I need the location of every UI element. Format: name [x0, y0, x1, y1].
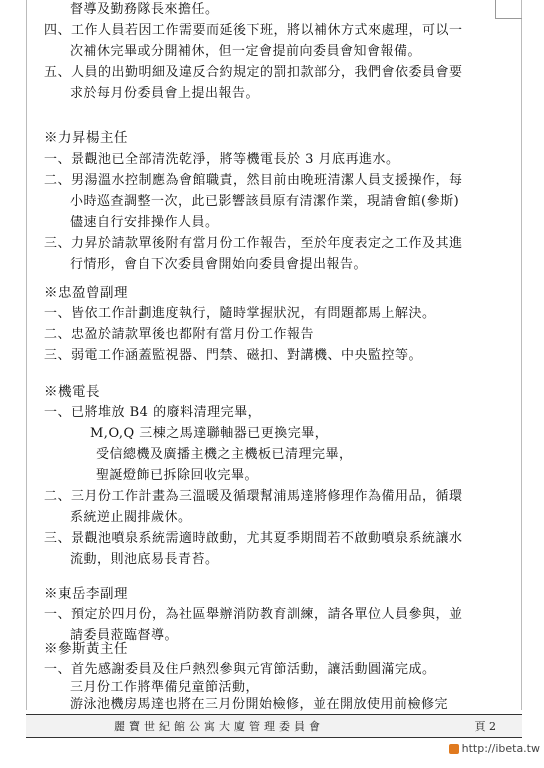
section-heading: ※參斯黃主任: [44, 641, 128, 657]
text-line: 二、忠盈於請款單後也都附有當月份工作報告: [44, 327, 315, 342]
text-line: 三、力昇於請款單後附有當月份工作報告，至於年度表定之工作及其進: [44, 236, 463, 251]
text-line: 聖誕燈飾已拆除回收完畢。: [96, 468, 259, 483]
text-line: 四、工作人員若因工作需要而延後下班，將以補休方式來處理，可以一: [44, 23, 463, 38]
footer-title: 麗寶世紀館公寓大廈管理委員會: [114, 720, 324, 733]
text-line: 次補休完畢或分開補休，但一定會提前向委員會知會報備。: [70, 44, 422, 59]
text-line: 五、人員的出勤明細及違反合約規定的罰扣款部分，我們會依委員會要: [44, 65, 463, 80]
text-line: 三月份工作將準備兒童節活動，: [70, 680, 260, 695]
watermark-text: http://ibeta.tw: [461, 742, 540, 755]
text-line: 受信總機及廣播主機之主機板已清理完畢，: [96, 447, 353, 462]
section-heading: ※機電長: [44, 384, 100, 400]
page-footer: [26, 714, 522, 738]
text-line: 三、景觀池噴泉系統需適時啟動，尤其夏季期間若不啟動噴泉系統讓水: [44, 531, 463, 546]
text-line: 行情形，會自下次委員會開始向委員會提出報告。: [70, 257, 368, 272]
page-corner: [495, 0, 522, 19]
text-line: 一、預定於四月份，為社區舉辦消防教育訓練，請各單位人員參與，並: [44, 607, 463, 622]
text-line: 請委員蒞臨督導。: [70, 628, 179, 643]
text-line: 二、男湯溫水控制應為會館職責，然目前由晚班清潔人員支援操作，每: [44, 173, 463, 188]
page-border-right: [521, 0, 522, 710]
text-line: 二、三月份工作計畫為三溫暖及循環幫浦馬達將修理作為備用品，循環: [44, 489, 463, 504]
text-line: 游泳池機房馬達也將在三月份開始檢修，並在開放使用前檢修完: [70, 697, 449, 712]
section-heading: ※東岳李副理: [44, 586, 128, 602]
site-logo-icon: [449, 744, 459, 754]
text-line: 一、首先感謝委員及住戶熱烈參與元宵節活動，讓活動圓滿完成。: [44, 662, 436, 677]
page-number: 頁 2: [474, 720, 496, 733]
section-heading: ※力昇楊主任: [44, 130, 128, 146]
watermark: [449, 742, 540, 755]
text-line: 三、弱電工作涵蓋監視器、門禁、磁扣、對講機、中央監控等。: [44, 348, 423, 363]
text-line: 系統逆止閥排歲休。: [70, 510, 192, 525]
page-border-left: [26, 0, 27, 710]
text-line: M,O,Q 三棟之馬達聯軸器已更換完畢，: [90, 426, 329, 441]
text-line: 儘速自行安排操作人員。: [70, 215, 219, 230]
text-line: 督導及勤務隊長來擔任。: [70, 2, 219, 17]
text-line: 一、皆依工作計劃進度執行，隨時掌握狀況，有問題都馬上解決。: [44, 306, 436, 321]
text-line: 流動，則池底易長青苔。: [70, 552, 219, 567]
section-heading: ※忠盈曾副理: [44, 285, 128, 301]
text-line: 一、景觀池已全部清洗乾淨，將等機電長於 3 月底再進水。: [44, 152, 400, 167]
text-line: 小時巡查調整一次，此已影響該員原有清潔作業，現請會館(參斯): [70, 194, 460, 209]
text-line: 一、已將堆放 B4 的廢料清理完畢，: [44, 405, 262, 420]
text-line: 求於每月份委員會上提出報告。: [70, 86, 260, 101]
